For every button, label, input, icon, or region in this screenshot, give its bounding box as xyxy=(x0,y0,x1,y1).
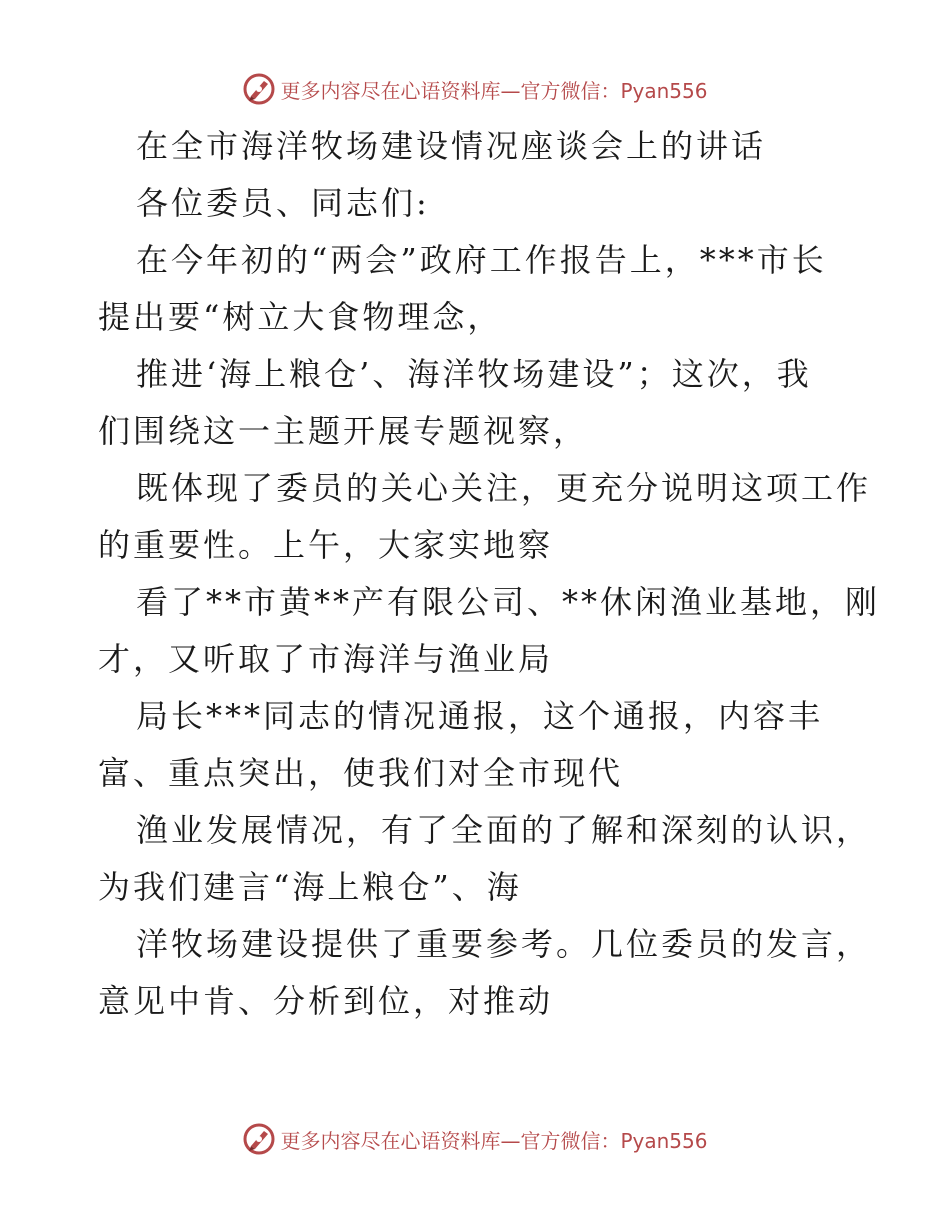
header-banner xyxy=(0,72,950,106)
footer-banner xyxy=(0,1122,950,1156)
document-line: 在今年初的“两会”政府工作报告上，***市长 xyxy=(136,241,827,279)
document-line: 推进‘海上粮仓’、海洋牧场建设”；这次，我 xyxy=(136,355,812,393)
document-line: 的重要性。上午，大家实地察 xyxy=(98,526,554,564)
document-line: 洋牧场建设提供了重要参考。几位委员的发言， xyxy=(136,925,872,963)
footer-banner-text: 更多内容尽在心语资料库—官方微信：Pyan556 xyxy=(280,1128,708,1153)
header-banner-inner xyxy=(242,72,707,106)
red-circle-pen-icon xyxy=(242,1122,276,1156)
document-line: 富、重点突出，使我们对全市现代 xyxy=(98,754,624,792)
document-line: 渔业发展情况，有了全面的了解和深刻的认识， xyxy=(136,811,872,849)
document-line: 在全市海洋牧场建设情况座谈会上的讲话 xyxy=(136,127,767,165)
document-line: 局长***同志的情况通报，这个通报，内容丰 xyxy=(136,697,824,735)
document-body xyxy=(98,118,881,1030)
document-line: 提出要“树立大食物理念， xyxy=(98,298,503,336)
red-circle-pen-icon xyxy=(242,72,276,106)
document-line: 们围绕这一主题开展专题视察， xyxy=(98,412,589,450)
document-line: 才，又听取了市海洋与渔业局 xyxy=(98,640,554,678)
document-line: 意见中肯、分析到位，对推动 xyxy=(98,982,554,1020)
header-banner-text: 更多内容尽在心语资料库—官方微信：Pyan556 xyxy=(280,78,708,103)
document-line: 既体现了委员的关心关注，更充分说明这项工作 xyxy=(136,469,872,507)
footer-banner-inner xyxy=(242,1122,707,1156)
document-line: 看了**市黄**产有限公司、**休闲渔业基地，刚 xyxy=(136,583,881,621)
document-line: 为我们建言“海上粮仓”、海 xyxy=(98,868,522,906)
document-line: 各位委员、同志们: xyxy=(136,184,430,222)
